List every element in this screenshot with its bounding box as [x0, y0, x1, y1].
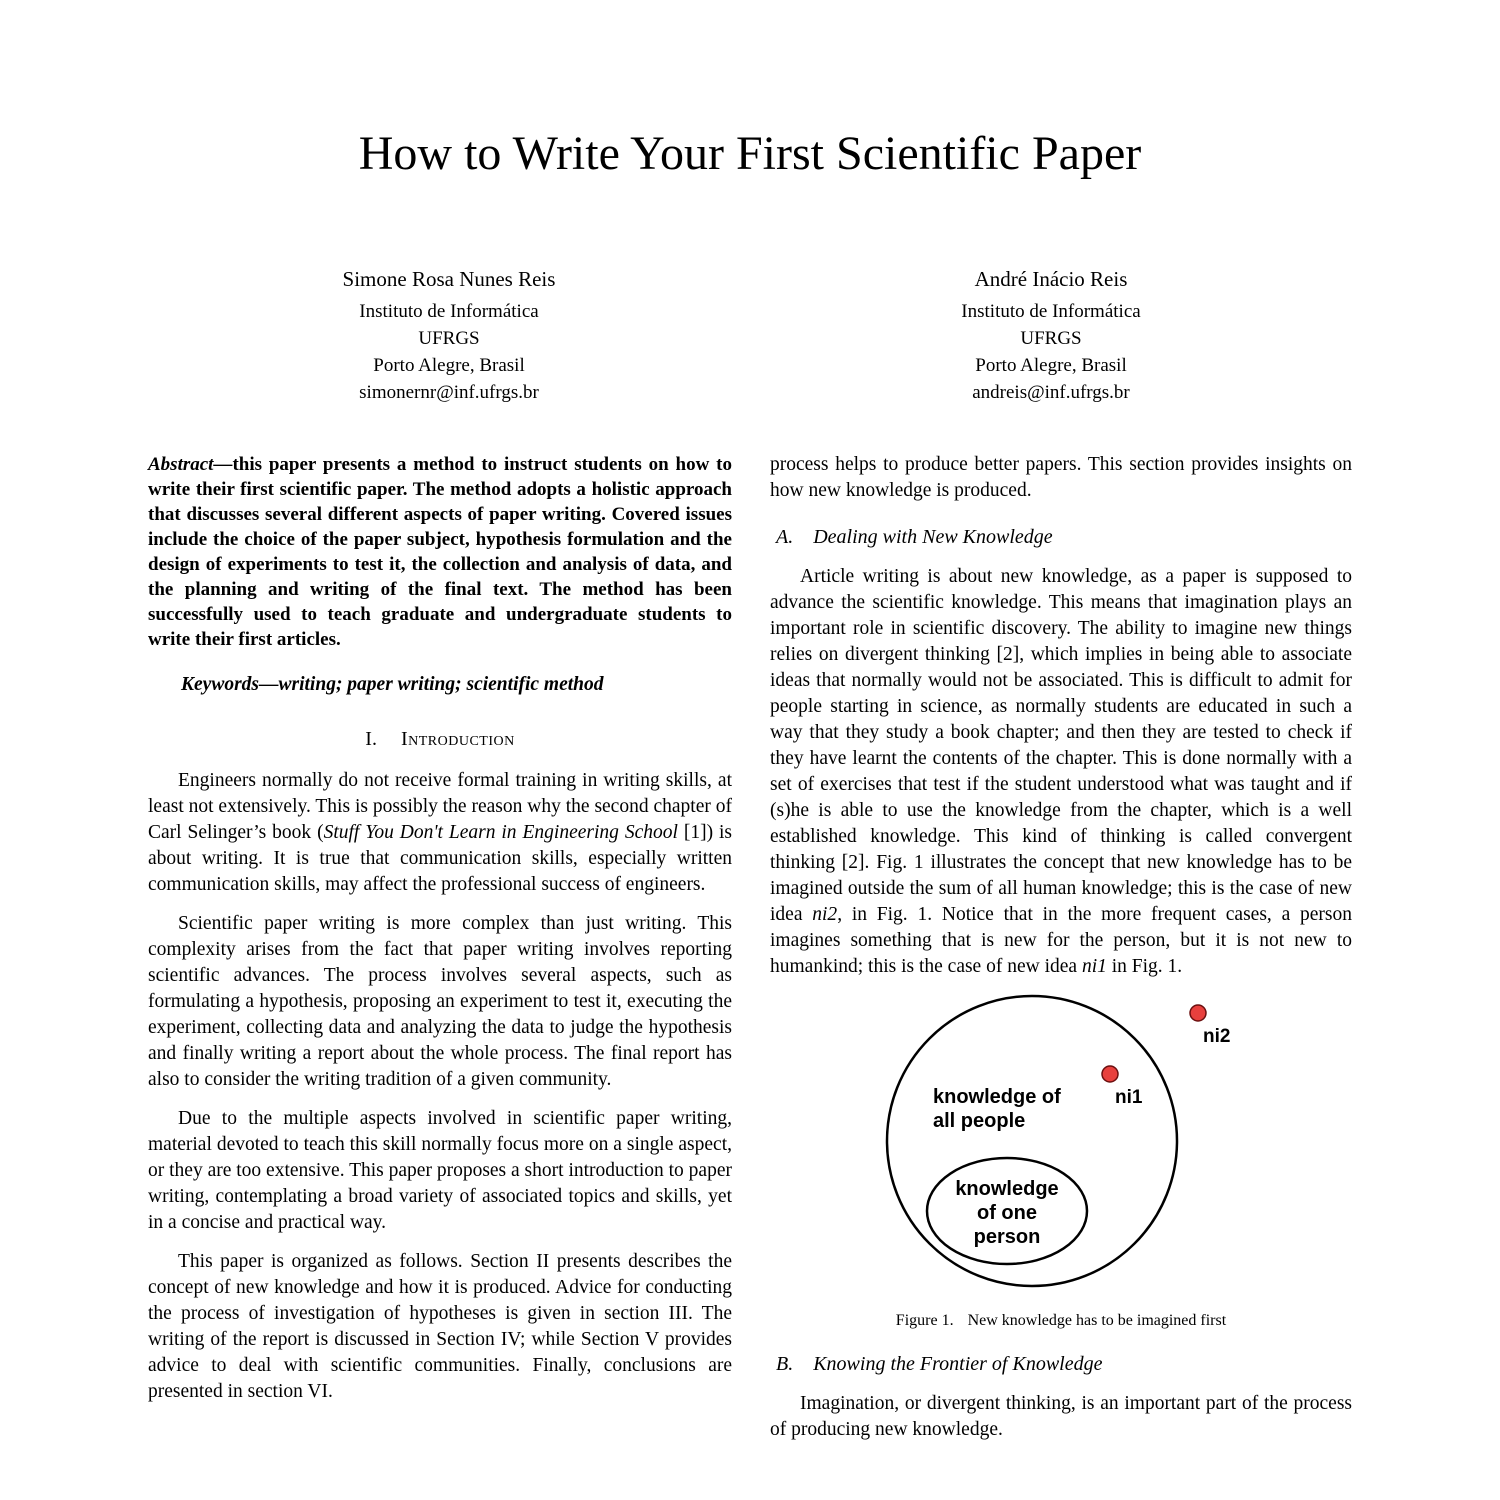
- author-email: simonernr@inf.ufrgs.br: [359, 382, 539, 403]
- paragraph-intro-2: Scientific paper writing is more complex than just writing. This complexity arises from the fact that paper writing involves reporting scientific advances. The process involves several aspects, such as formulating a hypothesis, proposing an experiment to test it, executing the experiment, collecting data and analyzing the data to judge the hypothesis and finally writing a report about the whole process. The final report has also to consider the writing tradition of a given community.: [148, 913, 732, 1090]
- section-number: I.: [365, 728, 377, 750]
- ni2-dot: [1190, 1005, 1206, 1021]
- subsection-title: Knowing the Frontier of Knowledge: [813, 1353, 1103, 1375]
- author-block-2: [750, 266, 1352, 406]
- label-knowledge-one-person: knowledge of one person: [955, 1178, 1059, 1248]
- paragraph-text: Article writing is about new knowledge, as a paper is supposed to advance the scientific knowledge. This means that imagination plays an important role in scientific discovery. The ability to imagine new things relies on divergent thinking [2], which implies in being able to associate ideas that normally would not be associated. This is difficult to admit for people starting in science, as normally students are educated in such a way that they study a book chapter; and then they are tested to check if they have learnt the contents of the chapter. This is done normally with a set of exercises that test if the student understood what was taught and if (s)he is able to use the knowledge from the chapter, which is a well established knowledge. This kind of thinking is called convergent thinking [2]. Fig. 1 illustrates the concept that new knowledge has to be imagined outside the sum of all human knowledge; this is the case of new idea: [770, 566, 1352, 925]
- subsection-number: A.: [776, 526, 794, 548]
- right-column: [770, 452, 1352, 1456]
- author-organization: UFRGS: [418, 328, 480, 349]
- abstract-text: this paper presents a method to instruct students on how to write their first scientific paper. The method adopts a holistic approach that discusses several different aspects of paper writing. Covered issues include the choice of the paper subject, hypothesis formulation and the design of experiments to test it, the collection and analysis of data, and the planning and writing of the final text. The method has been successfully used to teach graduate and undergraduate students to write their first articles.: [148, 454, 732, 650]
- term-ni1-italic: ni1: [1081, 956, 1107, 977]
- paragraph-intro-3: Due to the multiple aspects involved in scientific paper writing, material devoted to teach this skill normally focus more on a single aspect, or they are too extensive. This paper proposes a short introduction to paper writing, contemplating a broad variety of associated topics and skills, yet in a concise and practical way.: [148, 1108, 732, 1233]
- subsection-heading-b: [770, 1351, 1352, 1377]
- term-ni2-italic: ni2: [812, 904, 838, 925]
- book-title-italic: Stuff You Don't Learn in Engineering School: [323, 822, 678, 843]
- label-ni2: ni2: [1203, 1026, 1231, 1047]
- paragraph-text: Engineers normally do not receive formal training in writing skills, at least not extensively. This is possibly the reason why the second chapter of Carl Selinger’s book (: [148, 770, 732, 843]
- paragraph-intro-1: [148, 768, 732, 898]
- figure-caption-text: New knowledge has to be imagined first: [967, 1312, 1227, 1329]
- paragraph-frontier: Imagination, or divergent thinking, is an important part of the process of producing new knowledge.: [770, 1393, 1352, 1440]
- author-department: Instituto de Informática: [359, 301, 539, 322]
- paragraph-continuation: process helps to produce better papers. This section provides insights on how new knowledge is produced.: [770, 454, 1352, 501]
- paper-title: How to Write Your First Scientific Paper: [358, 127, 1142, 180]
- abstract-label: Abstract—: [148, 454, 233, 475]
- paragraph-intro-4: This paper is organized as follows. Section II presents describes the concept of new knowledge and how it is produced. Advice for conducting the process of investigation of hypotheses is given in section III. The writing of the report is discussed in Section IV; while Section V provides advice to deal with scientific communities. Finally, conclusions are presented in section VI.: [148, 1251, 732, 1402]
- figure-caption-label: Figure 1.: [895, 1312, 954, 1329]
- author-department: Instituto de Informática: [961, 301, 1141, 322]
- paragraph-text: in Fig. 1.: [1106, 956, 1183, 977]
- paragraph-text: [1]) is about writing. It is true that communication skills, especially written communication skills, may affect the professional success of engineers.: [148, 822, 733, 895]
- author-name: Simone Rosa Nunes Reis: [342, 267, 556, 291]
- keywords: Keywords—writing; paper writing; scientific method: [181, 674, 604, 695]
- section-title: Introduction: [400, 728, 515, 750]
- subsection-heading-a: [770, 524, 1352, 550]
- author-block-1: [148, 266, 750, 406]
- label-knowledge-all-people: knowledge of all people: [933, 1086, 1061, 1132]
- author-name: André Inácio Reis: [974, 267, 1128, 291]
- paragraph-text: , in Fig. 1. Notice that in the more frequent cases, a person imagines something that is new for the person, but it is not new to humankind; this is the case of new idea: [770, 904, 1352, 977]
- ni1-dot: [1102, 1066, 1118, 1082]
- section-heading-introduction: [148, 726, 732, 752]
- figure-1-diagram: [770, 993, 1352, 1293]
- paragraph-new-knowledge: [770, 564, 1352, 980]
- author-blocks: [148, 266, 1352, 406]
- author-city: Porto Alegre, Brasil: [373, 355, 525, 376]
- author-email: andreis@inf.ufrgs.br: [972, 382, 1130, 403]
- abstract: [148, 452, 732, 652]
- subsection-number: B.: [776, 1353, 794, 1375]
- author-organization: UFRGS: [1020, 328, 1082, 349]
- label-ni1: ni1: [1115, 1087, 1143, 1108]
- left-column: [148, 452, 732, 1418]
- subsection-title: Dealing with New Knowledge: [813, 526, 1053, 548]
- figure-caption: [770, 1311, 1352, 1331]
- author-city: Porto Alegre, Brasil: [975, 355, 1127, 376]
